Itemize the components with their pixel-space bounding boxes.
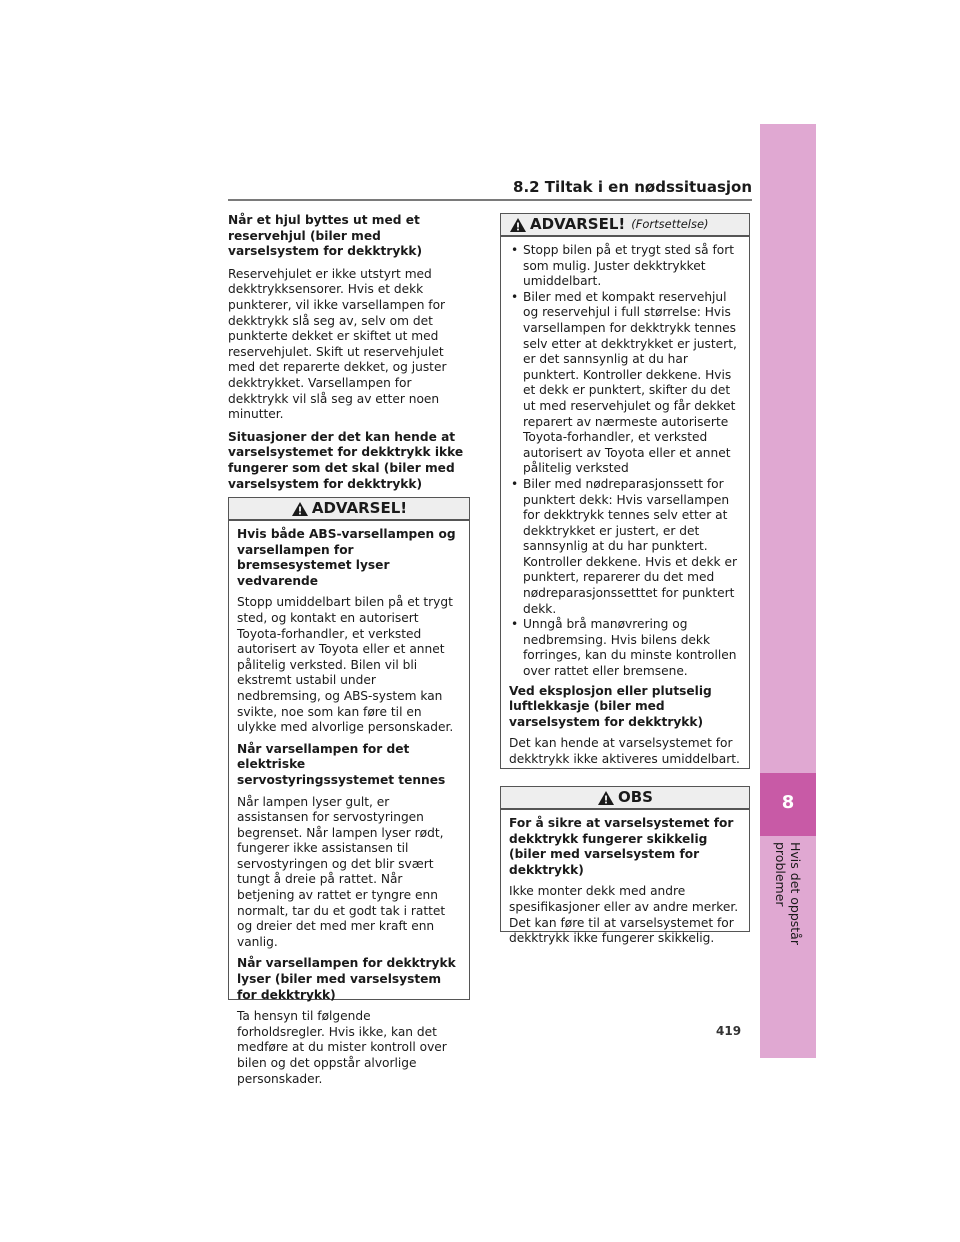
warning-paragraph-explosion: Det kan hende at varselsystemet for dekktrykk ikke aktiveres umiddelbart. [509, 736, 740, 766]
list-item: • Unngå brå manøvrering og nedbremsing. Hvis bilens dekk forringes, kan du minste kontrollen over rattet eller bremsene. [509, 617, 741, 679]
notice-triangle-icon [597, 790, 615, 806]
warning-box [228, 497, 470, 1086]
notice-heading: For å sikre at varselsystemet for dekktrykk fungerer skikkelig (biler med varselsystem for dekktrykk) [509, 816, 734, 877]
continued-label: (Fortsettelse) [631, 216, 709, 231]
notice-title: OBS [618, 787, 653, 806]
notice-header [501, 787, 749, 810]
warning-paragraph-steering: Når lampen lyser gult, er assistansen for servostyringen begrenset. Når lampen lyser rødt, fungerer ikke assistansen til servostyringen og det blir svært tungt å dreie på rattet. Når betjening av rattet er tyngre enn normalt, tar du et godt tak i rattet og dreier det med mer kraft enn vanlig. [237, 794, 446, 949]
warning-heading-explosion: Ved eksplosjon eller plutselig luftlekkasje (biler med varselsystem for dekktrykk) [509, 683, 712, 729]
page-number: 419 [716, 1024, 742, 1038]
warning-triangle-icon [509, 217, 527, 233]
warning-continued-box [500, 213, 750, 769]
notice-paragraph: Ikke monter dekk med andre spesifikasjoner eller av andre merker. Det kan føre til at varselsystemet for dekktrykk ikke fungerer skikkelig. [509, 884, 739, 946]
warning-continued-header [501, 214, 749, 237]
warning-paragraph-abs: Stopp umiddelbart bilen på et trygt sted, og kontakt en autorisert Toyota-forhandler, et verksted autorisert av Toyota eller et annet pålitelig verksted. Bilen vil bli ekstremt ustabil under nedbremsing, og ABS-system kan svikte, noe som kan føre til en ulykke med alvorlige personskader. [237, 595, 454, 735]
heading-situations: Situasjoner der det kan hende at varselsystemet for dekktrykk ikke fungerer som det skal (biler med varselsystem for dekktrykk) [228, 429, 464, 491]
chapter-number: 8 [781, 792, 795, 813]
warning-paragraph-tire-pressure: Ta hensyn til følgende forholdsregler. Hvis ikke, kan det medføre at du mister kontroll over bilen og det oppstår alvorlige personskader. [237, 1009, 447, 1086]
heading-spare-wheel: Når et hjul byttes ut med et reservehjul (biler med varselsystem for dekktrykk) [228, 213, 423, 259]
left-column [228, 213, 472, 522]
warning-title: ADVARSEL! [311, 498, 408, 517]
section-header: 8.2 Tiltak i en nødssituasjon [513, 178, 752, 196]
warning-bullet-list [509, 243, 741, 680]
list-item: • Biler med nødreparasjonssett for punktert dekk: Hvis varsellampen for dekktrykk tennes selv etter at dekktrykket er justert, er det sannsynlig at du har punktert. Kontroller dekkene. Hvis et dekk er punktert, reparerer du det med nødreparasjonssetttet for punktert dekk. [509, 477, 741, 617]
warning-heading-abs: Hvis både ABS-varsellampen og varsellampen for bremsesystemet lyser vedvarende [237, 527, 456, 588]
warning-header [229, 498, 469, 521]
warning-continued-title: ADVARSEL! [530, 214, 626, 233]
notice-box [500, 786, 750, 946]
list-item: • Stopp bilen på et trygt sted så fort som mulig. Juster dekktrykket umiddelbart. [509, 243, 741, 290]
warning-triangle-icon [291, 501, 309, 517]
list-item: • Biler med et kompakt reservehjul og reservehjul i full størrelse: Hvis varsellampen for dekktrykk tennes selv etter at dekktrykket er justert, er det sannsynlig at du har punktert. Kontroller dekkene. Hvis et dekk er punktert, skifter du det ut med reservehjulet og får dekket reparert av nærmeste autoriserte Toyota-forhandler, et verksted autorisert av Toyota eller et annet pålitelig verksted [509, 290, 741, 477]
warning-heading-steering: Når varsellampen for det elektriske servostyringssystemet tennes [237, 741, 446, 787]
paragraph-spare-wheel: Reservehjulet er ikke utstyrt med dekktrykksensorer. Hvis et dekk punkterer, vil ikke varsellampen for dekktrykk slå seg av, selv om det punkterte dekket er skiftet ut med reservehjulet. Skift ut reservehjulet med det reparerte dekket, og juster dekktrykket. Varsellampen for dekktrykk vil slå seg av etter noen minutter. [228, 266, 447, 422]
warning-heading-tire-pressure: Når varsellampen for dekktrykk lyser (biler med varselsystem for dekktrykk) [237, 956, 456, 1002]
header-rule [228, 199, 752, 201]
chapter-title: Hvis det oppstår problemer [773, 842, 803, 945]
